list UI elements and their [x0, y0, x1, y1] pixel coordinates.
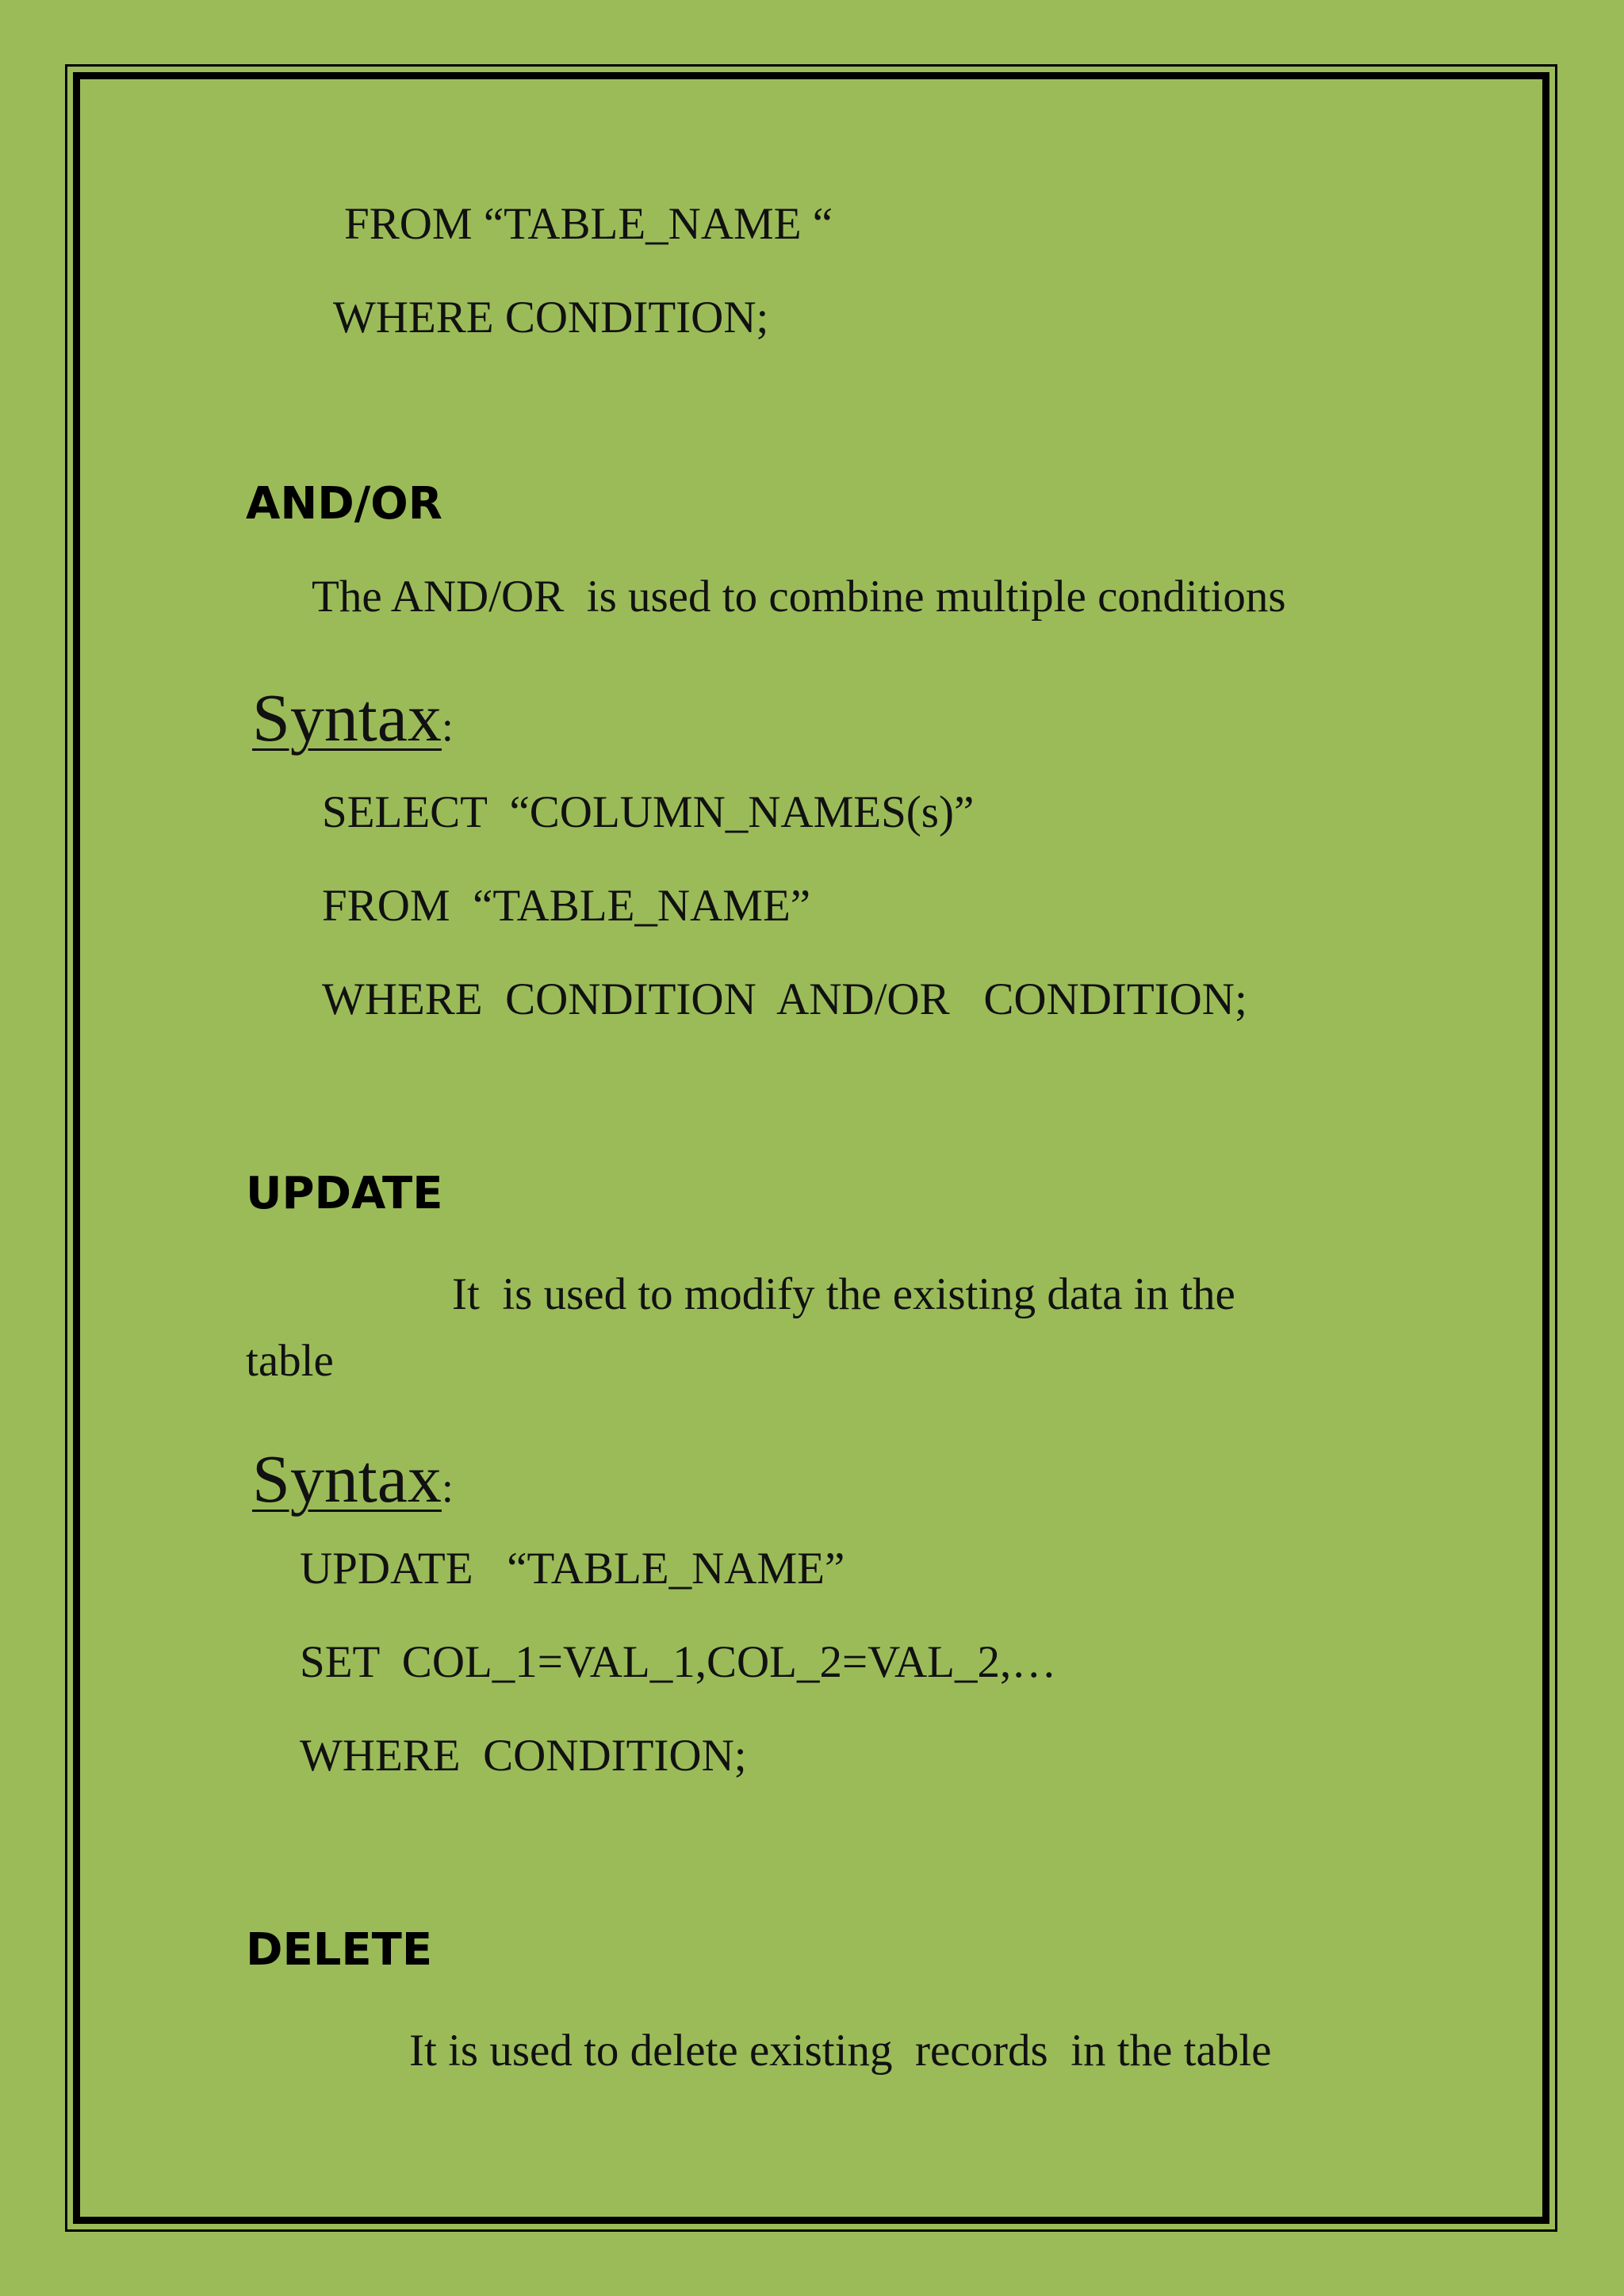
syntax-label-2	[246, 1432, 454, 1517]
update-description-line-2: table	[246, 1336, 334, 1386]
set-columns-line: SET COL_1=VAL_1,COL_2=VAL_2,…	[300, 1637, 1057, 1687]
where-andor-line: WHERE CONDITION AND/OR CONDITION;	[322, 974, 1247, 1024]
syntax-label-1	[246, 671, 454, 756]
where-condition-line-1: WHERE CONDITION;	[333, 293, 769, 342]
update-description-line-1: It is used to modify the existing data in the	[452, 1269, 1235, 1319]
syntax-word: Syntax	[252, 1441, 442, 1517]
andor-heading: AND/OR	[246, 478, 442, 530]
page-border-inner	[73, 72, 1549, 2224]
from-table-line-2: FROM “TABLE_NAME”	[322, 881, 811, 931]
delete-description: It is used to delete existing records in the table	[409, 2026, 1272, 2076]
where-condition-line-2: WHERE CONDITION;	[300, 1731, 747, 1781]
update-heading: UPDATE	[246, 1168, 443, 1219]
from-table-line-1: FROM “TABLE_NAME “	[344, 199, 833, 249]
andor-description: The AND/OR is used to combine multiple conditions	[312, 572, 1286, 622]
delete-heading: DELETE	[246, 1924, 433, 1976]
syntax-word: Syntax	[252, 679, 442, 756]
syntax-colon: :	[441, 702, 454, 750]
select-columns-line: SELECT “COLUMN_NAMES(s)”	[322, 787, 975, 837]
syntax-colon: :	[441, 1464, 454, 1511]
update-table-line: UPDATE “TABLE_NAME”	[300, 1544, 845, 1594]
